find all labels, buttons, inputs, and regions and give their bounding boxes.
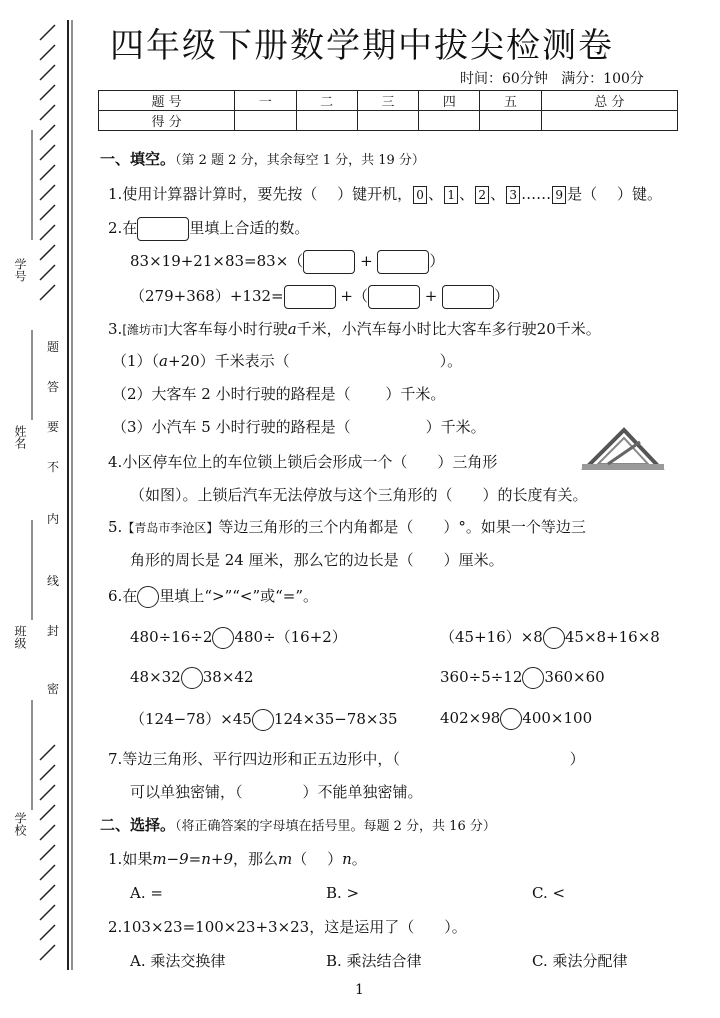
question-4-line-2: （如图）。上锁后汽车无法停放与这个三角形的（ ）的长度有关。 (130, 486, 588, 504)
question-7: 7.等边三角形、平行四边形和正五边形中，（ ） (108, 750, 585, 768)
score-header: 二 (296, 91, 357, 111)
choice-option: B. 乘法结合律 (326, 952, 422, 970)
binding-strip (0, 0, 90, 1018)
score-cell[interactable] (480, 111, 541, 131)
compare-item: （124−78）×45 124×35−78×35 (130, 708, 398, 731)
school-label: 学校 (13, 812, 27, 836)
question-1: 1.使用计算器计算时，要先按（ ）键开机， 0 、 1 、 2 、 3 …… 9 是（ ）键。 (108, 185, 662, 203)
choice-option: A. = (130, 884, 163, 902)
question-6: 6.在 里填上“>”“<”或“=”。 (108, 585, 318, 608)
question-2-line-1: 83×19+21×83=83×（ + ） (130, 250, 444, 274)
question-4: 4.小区停车位上的车位锁上锁后会形成一个（ ）三角形 (108, 453, 498, 471)
choice-2: 2.103×23=100×23+3×23，这是运用了（ ）。 (108, 918, 467, 936)
class-label: 班级 (13, 625, 27, 649)
source-tag: [潍坊市] (122, 323, 168, 337)
choice-option: B. > (326, 884, 360, 902)
score-cell[interactable] (357, 111, 418, 131)
answer-box[interactable] (284, 285, 336, 309)
score-cell[interactable] (235, 111, 296, 131)
compare-circle[interactable] (543, 627, 565, 649)
answer-box[interactable] (303, 250, 355, 274)
score-row-label: 得 分 (99, 111, 235, 131)
section-note: （第 2 题 2 分，其余每空 1 分，共 19 分） (175, 153, 425, 168)
calc-key: 9 (552, 186, 566, 204)
score-cell[interactable] (296, 111, 357, 131)
choice-option: A. 乘法交换律 (130, 952, 226, 970)
section-2-heading (100, 814, 496, 835)
score-header: 总 分 (541, 91, 677, 111)
compare-item: （45+16）×8 45×8+16×8 (440, 626, 660, 649)
section-title: 二、选择。 (100, 816, 176, 834)
choice-option: C. 乘法分配律 (532, 952, 628, 970)
compare-item: 402×98 400×100 (440, 708, 592, 730)
score-cell[interactable] (541, 111, 677, 131)
calc-key: 0 (413, 186, 427, 204)
question-3-sub-2: （2）大客车 2 小时行驶的路程是（ ）千米。 (112, 385, 446, 403)
compare-item: 48×32 38×42 (130, 667, 254, 689)
score-header: 一 (235, 91, 296, 111)
sealing-char: 题 (47, 340, 60, 354)
question-5: 5.【青岛市李沧区】等边三角形的三个内角都是（ ）°。如果一个等边三 (108, 518, 586, 536)
question-7-line-2: 可以单独密铺，（ ）不能单独密铺。 (130, 783, 423, 801)
page-title: 四年级下册数学期中拔尖检测卷 (110, 26, 614, 66)
section-note: （将正确答案的字母填在括号里。每题 2 分，共 16 分） (175, 819, 496, 834)
choice-option: C. < (532, 884, 566, 902)
compare-item: 480÷16÷2 480÷（16+2） (130, 626, 347, 649)
compare-circle[interactable] (181, 667, 203, 689)
sealing-char: 答 (47, 380, 60, 394)
calc-key: 1 (444, 186, 458, 204)
compare-circle[interactable] (252, 709, 274, 731)
score-cell[interactable] (419, 111, 480, 131)
answer-box[interactable] (137, 217, 189, 241)
score-header: 四 (419, 91, 480, 111)
calc-key: 2 (475, 186, 489, 204)
answer-box[interactable] (368, 285, 420, 309)
score-header: 三 (357, 91, 418, 111)
score-table (98, 90, 678, 131)
section-title: 一、填空。 (100, 150, 176, 168)
sealing-char: 不 (47, 460, 60, 474)
sealing-char: 要 (47, 420, 60, 434)
student-id-label: 学号 (13, 258, 27, 282)
compare-circle[interactable] (500, 708, 522, 730)
calc-key: 3 (506, 186, 520, 204)
full-score: 满分：100分 (561, 71, 644, 87)
question-2-line-2: （279+368）+132= +（ + ） (130, 285, 509, 309)
parking-lock-image (578, 424, 668, 474)
name-label: 姓名 (13, 425, 27, 449)
sealing-char: 密 (47, 682, 60, 696)
question-3-sub-1: （1）（a+20）千米表示（ ）。 (112, 352, 463, 370)
question-5-line-2: 角形的周长是 24 厘米，那么它的边长是（ ）厘米。 (130, 551, 504, 569)
score-header: 题 号 (99, 91, 235, 111)
compare-circle[interactable] (137, 586, 159, 608)
answer-box[interactable] (377, 250, 429, 274)
compare-circle[interactable] (212, 627, 234, 649)
section-1-heading (100, 148, 425, 169)
exam-meta (460, 68, 644, 88)
compare-item: 360÷5÷12 360×60 (440, 667, 605, 689)
sealing-char: 封 (47, 624, 60, 638)
question-2: 2.在 里填上合适的数。 (108, 217, 309, 241)
question-3: 3.[潍坊市]大客车每小时行驶a千米，小汽车每小时比大客车多行驶20千米。 (108, 320, 601, 338)
sealing-char: 线 (47, 574, 60, 588)
choice-1: 1.如果m−9=n+9，那么m（ ）n。 (108, 850, 367, 868)
sealing-char: 内 (47, 512, 60, 526)
page-number: 1 (355, 982, 364, 998)
score-header: 五 (480, 91, 541, 111)
answer-box[interactable] (442, 285, 494, 309)
question-3-sub-3: （3）小汽车 5 小时行驶的路程是（ ）千米。 (112, 418, 486, 436)
source-tag: 【青岛市李沧区】 (122, 521, 219, 535)
time-limit: 时间：60分钟 (460, 71, 548, 87)
compare-circle[interactable] (522, 667, 544, 689)
